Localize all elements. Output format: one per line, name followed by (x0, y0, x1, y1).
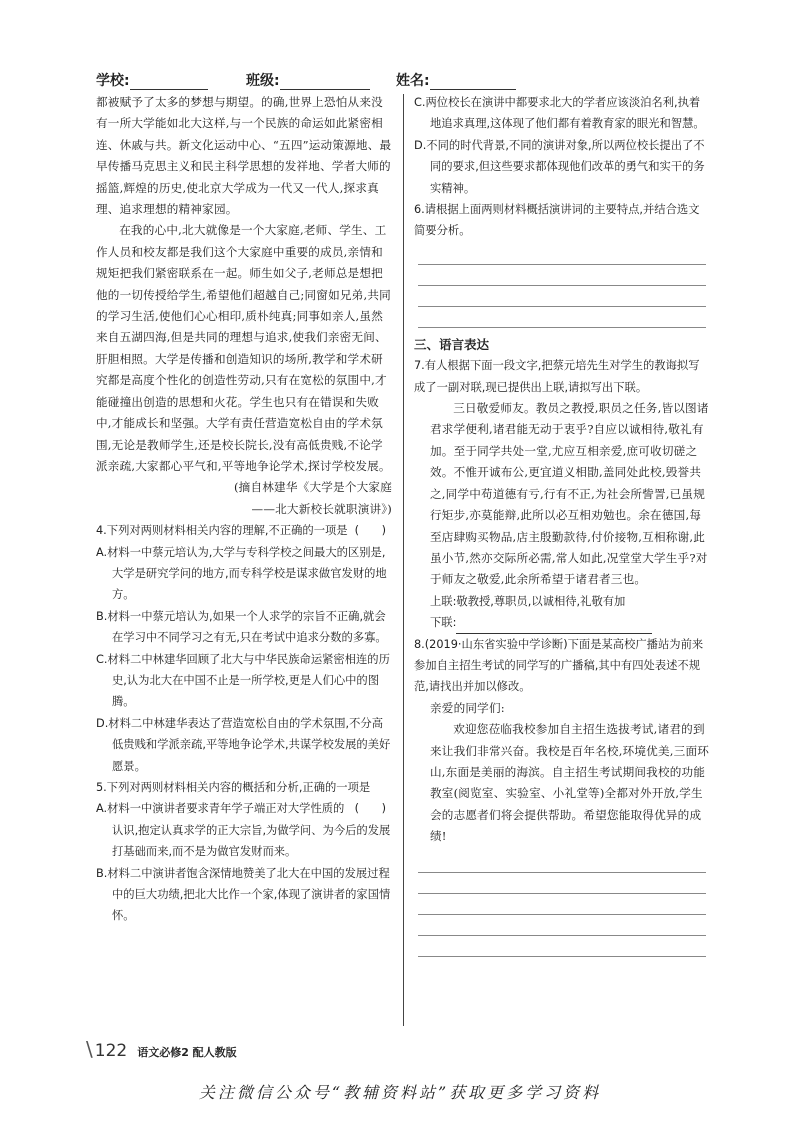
question-4-option-c[interactable]: C.材料二中林建华回顾了北大与中华民族命运紧密相连的历史,认为北大在中国不止是一所学校,更是人们心中的图腾。 (96, 652, 390, 709)
question-8: 8.(2019·山东省实验中学诊断)下面是某高校广播站为前来参加自主招生考试的同学写的广播稿,其中有四处表述不规范,请找出并加以修改。 (414, 637, 704, 694)
school-field[interactable] (96, 70, 208, 90)
question-5-option-b[interactable]: B.材料二中演讲者饱含深情地赞美了北大在中国的发展过程中的巨大功绩,把北大比作一个家,体现了演讲者的家国情怀。 (96, 866, 391, 923)
answer-line[interactable] (418, 852, 706, 873)
name-blank[interactable] (430, 75, 516, 90)
class-blank[interactable] (280, 75, 370, 90)
source-citation-1: (摘自林建华《大学是个大家庭 (233, 480, 392, 495)
question-4-option-a[interactable]: A.材料一中蔡元培认为,大学与专科学校之间最大的区别是,大学是研究学问的地方,而专科学校是谋求做官发财的地方。 (96, 545, 387, 602)
class-field[interactable] (246, 70, 370, 90)
material-paragraph-1: 都被赋予了太多的梦想与期望。的确,世界上恐怕从来没有一所大学能如北大这样,与一个民族的命运如此紧密相连、休戚与共。新文化运动中心、“五四”运动策源地、最早传播马克思主义和民主科学思想的发祥地、学者大师的摇篮,辉煌的历史,使北京大学成为一代又一代人,探求真理、追求理想的精神家园。 (96, 95, 392, 217)
question-5-option-c[interactable]: C.两位校长在演讲中都要求北大的学者应该淡泊名利,执着地追求真理,这体现了他们都有着教育家的眼光和智慧。 (414, 96, 705, 131)
answer-line[interactable] (418, 915, 706, 936)
answer-line[interactable] (418, 286, 706, 307)
question-8-answer-area[interactable] (414, 852, 710, 957)
question-4-option-d[interactable]: D.材料二中林建华表达了营造宽松自由的学术氛围,不分高低贵贱和学派亲疏,平等地争论学术,共谋学校发展的美好愿景。 (96, 716, 391, 773)
question-5-option-a[interactable]: A.材料一中演讲者要求青年学子端正对大学性质的认识,抱定认真求学的正大宗旨,为做学问、为今后的发展打基础而来,而不是为做官发财而来。 (96, 802, 391, 859)
page-footer (86, 1037, 237, 1061)
name-label: 姓名: (396, 73, 430, 89)
answer-line[interactable] (418, 873, 706, 894)
answer-line[interactable] (418, 307, 706, 328)
handwritten-note: 关注微信公众号“教辅资料站”获取更多学习资料 (198, 1083, 602, 1102)
column-divider (403, 94, 404, 1026)
book-subtitle: 语文必修2 配人教版 (137, 1046, 237, 1059)
source-citation-2: ——北大新校长就职演讲》) (251, 501, 392, 516)
question-4 (96, 520, 392, 541)
section-heading-language: 三、语言表达 (414, 336, 490, 352)
answer-line[interactable] (418, 265, 706, 286)
material-paragraph-2: 在我的心中,北大就像是一个大家庭,老师、学生、工作人员和校友都是我们这个大家庭中重要的成员,亲情和规矩把我们紧密联系在一起。师生如父子,老师总是想把他的一切传授给学生,希望他们超越自己;同窗如兄弟,共同的学习生活,使他们心心相印,质朴纯真;同事如亲人,虽然来自五湖四海,但是共同的理想与追求,使我们亲密无间、肝胆相照。大学是传播和创造知识的场所,教学和学术研究都是高度个性化的创造性劳动,只有在宽松的氛围中,才能碰撞出创造的思想和火花。学生也只有在错误和失败中,才能成长和坚强。大学有责任营造宽松自由的学术氛围,无论是教师学生,还是校长院长,没有高低贵贱,不论学派亲疏,大家都心平气和,平等地争论学术,探讨学校发展。 (96, 223, 391, 473)
lower-couplet-label: 下联: (430, 616, 457, 630)
school-blank[interactable] (130, 75, 208, 90)
question-4-answer-paren[interactable]: ( ) (354, 524, 386, 538)
question-5-answer-paren[interactable]: ( ) (354, 802, 386, 816)
question-5-option-d[interactable]: D.不同的时代背景,不同的演讲对象,所以两位校长提出了不同的要求,但这些要求都体现他们改革的勇气和实干的务实精神。 (414, 138, 705, 195)
question-5-text: 5.下列对两则材料相关内容的概括和分析,正确的一项是 (96, 781, 371, 794)
lower-couplet (414, 612, 710, 633)
student-info-header (96, 70, 716, 92)
answer-line[interactable] (418, 244, 706, 265)
answer-line[interactable] (418, 936, 706, 957)
question-5 (96, 777, 392, 816)
upper-couplet: 上联:敬教授,尊职员,以诚相待,礼敬有加 (430, 594, 626, 608)
name-field[interactable] (396, 70, 516, 90)
question-4-text: 4.下列对两则材料相关内容的理解,不正确的一项是 (96, 524, 348, 538)
page-number: 122 (94, 1041, 128, 1061)
question-6: 6.请根据上面两则材料概括演讲词的主要特点,并结合选文简要分析。 (414, 203, 700, 238)
question-7-passage: 三日敬爱师友。教员之教授,职员之任务,皆以图诸君求学便利,诸君能无动于衷乎?自应以诚相待,敬礼有加。至于同学共处一堂,尤应互相亲爱,庶可收切磋之效。不惟开诚布公,更宜道义相勖,盖同处此校,毁誉共之,同学中苟道德有亏,行有不正,为社会所訾詈,已虽规行矩步,亦莫能辩,此所以必互相劝勉也。余在德国,每至店肆购买物品,店主殷勤款待,付价接物,互相称谢,此虽小节,然亦交际所必需,常人如此,况堂堂大学生乎?对于师友之敬爱,此余所希望于诸君者三也。 (430, 401, 709, 587)
page-slash-mark: \ (86, 1037, 93, 1061)
school-label: 学校: (96, 73, 130, 89)
question-4-option-b[interactable]: B.材料一中蔡元培认为,如果一个人求学的宗旨不正确,就会在学习中不同学习之有无,只在考试中追求分数的多寡。 (96, 609, 387, 645)
left-column (96, 92, 392, 927)
lower-couplet-blank[interactable] (456, 619, 652, 634)
right-column (414, 92, 710, 957)
question-6-answer-area[interactable] (414, 244, 710, 328)
broadcast-script: 欢迎您莅临我校参加自主招生选拔考试,诸君的到来让我们非常兴奋。我校是百年名校,环境优美,三面环山,东面是美丽的海滨。自主招生考试期间我校的功能教室(阅览室、实验室、小礼堂等)全都对外开放,学生会的志愿者们将会提供帮助。希望您能取得优异的成绩! (430, 722, 710, 844)
class-label: 班级: (246, 73, 280, 89)
question-7: 7.有人根据下面一段文字,把蔡元培先生对学生的教诲拟写成了一副对联,现已提供出上联,请拟写出下联。 (414, 359, 700, 394)
broadcast-greeting: 亲爱的同学们: (430, 700, 505, 715)
answer-line[interactable] (418, 894, 706, 915)
